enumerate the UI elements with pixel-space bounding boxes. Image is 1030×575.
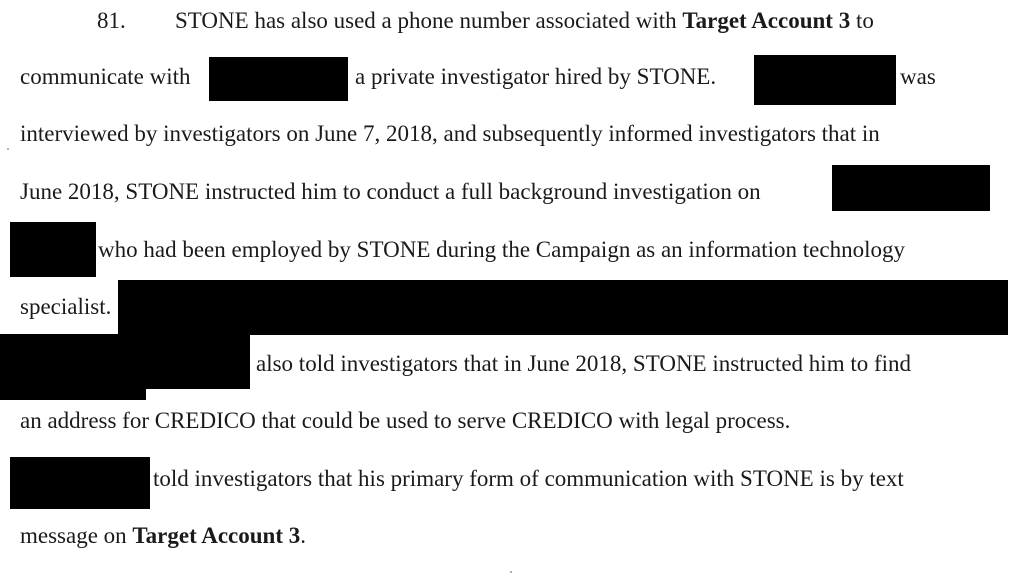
redaction-box [0, 380, 146, 400]
paragraph-number: 81. [97, 8, 126, 33]
text-line-10-post: . [300, 523, 306, 548]
text-line-2a: communicate with [20, 64, 191, 89]
text-line-1-pre: STONE has also used a phone number associated with [175, 8, 683, 33]
scan-speck [7, 148, 9, 150]
text-line-2b: a private investigator hired by STONE. [355, 64, 717, 89]
target-account-bold: Target Account 3 [132, 523, 301, 548]
text-line-8: an address for CREDICO that could be used to serve CREDICO with legal process. [20, 408, 791, 433]
text-line-3: interviewed by investigators on June 7, 2018, and subsequently informed investigators that in [20, 121, 880, 146]
text-line-9: told investigators that his primary form of communication with STONE is by text [153, 466, 904, 491]
text-line-10 [20, 522, 306, 550]
text-line-10-pre: message on [20, 523, 133, 548]
target-account-bold: Target Account 3 [682, 8, 851, 33]
text-line-2c: was [900, 64, 936, 89]
text-line-1-post: to [850, 8, 874, 33]
redaction-box [118, 280, 1008, 335]
redaction-box [754, 55, 896, 105]
redaction-box [209, 57, 348, 101]
text-line-6: specialist. [20, 294, 112, 319]
redaction-box [10, 457, 150, 509]
text-line-1 [175, 7, 874, 35]
text-line-4: June 2018, STONE instructed him to conduct a full background investigation on [20, 179, 761, 204]
text-line-7: also told investigators that in June 2018, STONE instructed him to find [256, 351, 912, 376]
text-line-5: who had been employed by STONE during the Campaign as an information technology [98, 237, 905, 262]
redaction-box [10, 222, 96, 277]
redaction-box [832, 165, 990, 211]
scan-speck [510, 571, 512, 573]
